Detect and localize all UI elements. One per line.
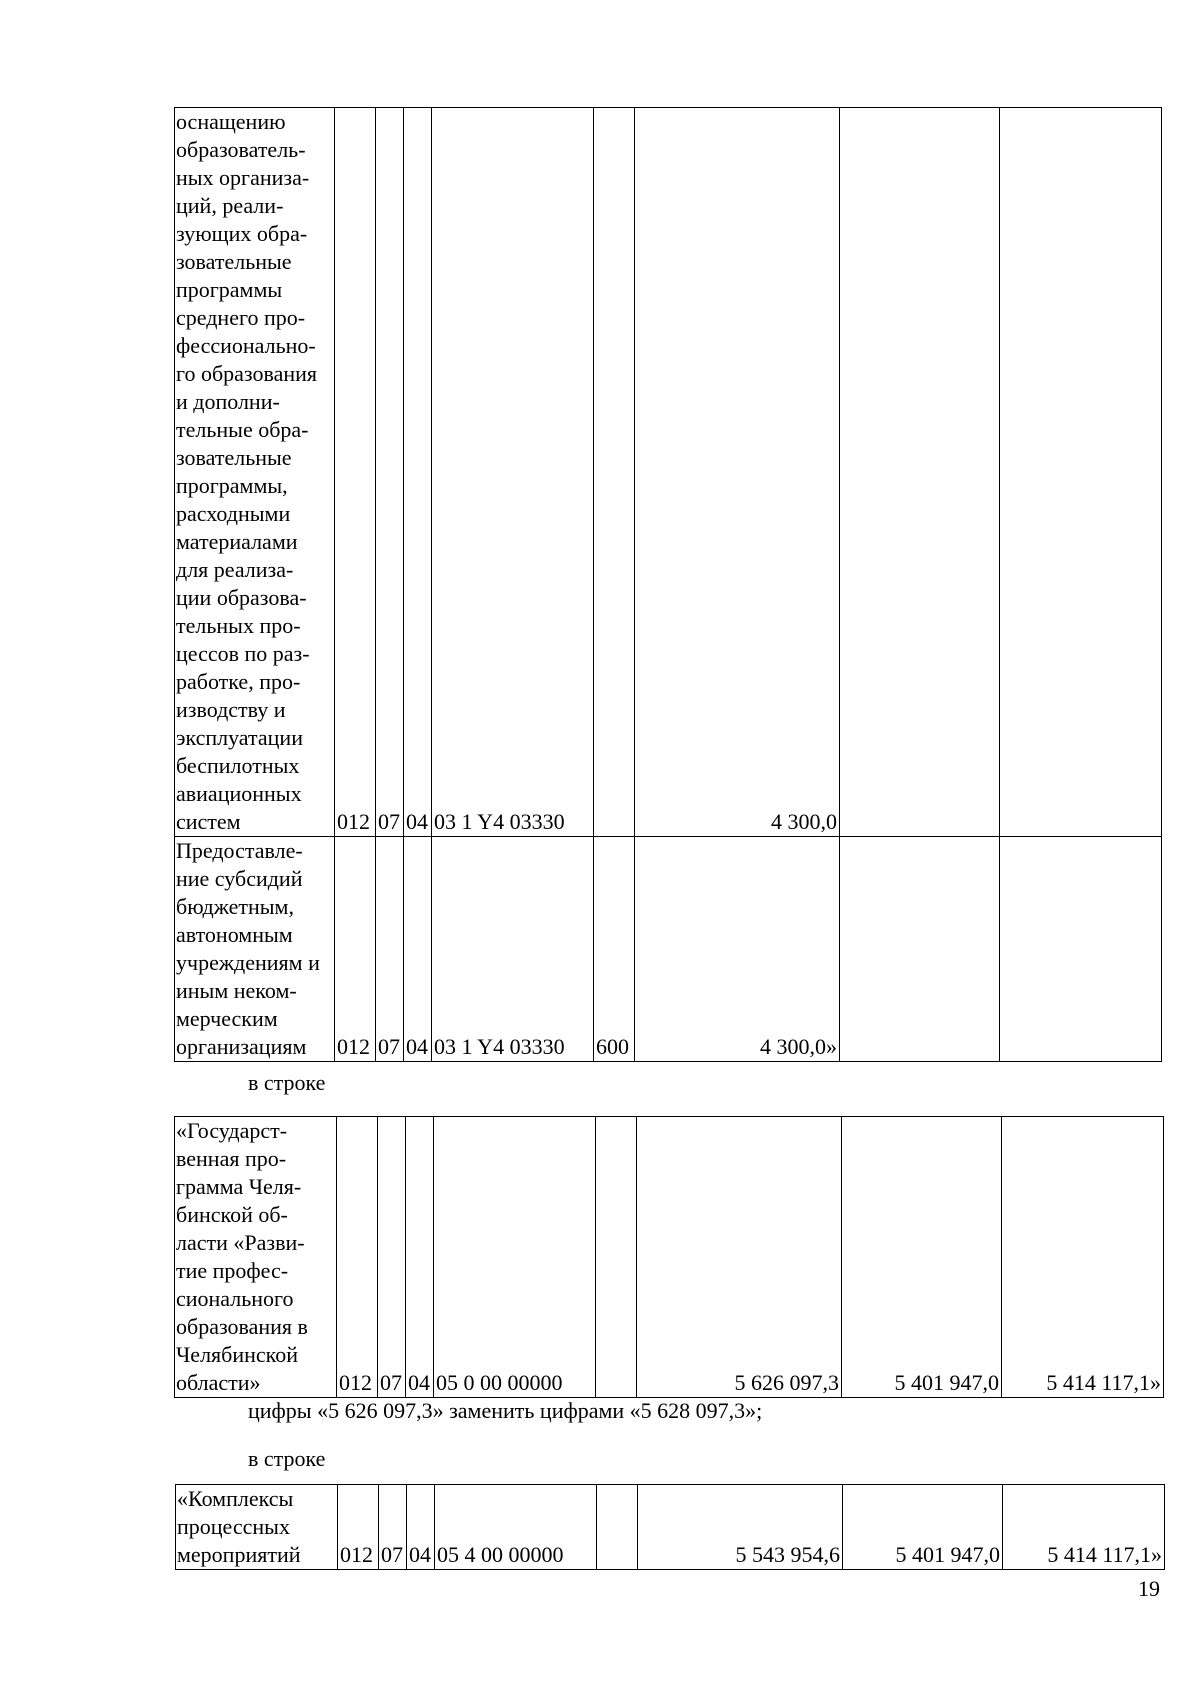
sum-year3-cell (1000, 837, 1162, 1062)
admin-code-cell: 012 (335, 837, 376, 1062)
target-code-cell: 03 1 Y4 03330 (432, 837, 594, 1062)
target-code-cell: 03 1 Y4 03330 (432, 108, 594, 837)
target-code-cell: 05 4 00 00000 (435, 1485, 597, 1570)
budget-table-3 (175, 1484, 1165, 1570)
expense-type-cell (597, 1485, 638, 1570)
budget-table-1 (174, 107, 1162, 1062)
sum-year1-cell: 5 626 097,3 (637, 1117, 842, 1398)
row-name-cell: оснащению образователь- ных организа- ций, реали- зующих обра- зовательные программы среднего про- фессионально- го образования и дополни- тельные обра- зовательные программы, расходными материалами для реализа- ции образова- тельных про- цессов по раз- работке, про- изводству и эксплуатации беспилотных авиационных систем (175, 108, 335, 837)
table-row (175, 837, 1162, 1062)
sum-year1-cell: 4 300,0 (635, 108, 840, 837)
expense-type-cell (596, 1117, 637, 1398)
sum-year2-cell: 5 401 947,0 (843, 1485, 1003, 1570)
section-code-cell: 07 (378, 1117, 406, 1398)
sum-year3-cell: 5 414 117,1» (1002, 1117, 1164, 1398)
sum-year1-cell: 4 300,0» (635, 837, 840, 1062)
expense-type-cell (594, 108, 635, 837)
sum-year1-cell: 5 543 954,6 (638, 1485, 843, 1570)
admin-code-cell: 012 (335, 108, 376, 837)
budget-table-2 (174, 1116, 1164, 1398)
subsection-code-cell: 04 (404, 837, 432, 1062)
row-name-cell: Предоставле- ние субсидий бюджетным, автономным учреждениям и иным неком- мерческим организациям (175, 837, 335, 1062)
table-row (175, 108, 1162, 837)
sum-year2-cell (840, 108, 1000, 837)
section-code-cell: 07 (376, 837, 404, 1062)
instruction-text: в строке (248, 1446, 326, 1471)
expense-type-cell: 600 (594, 837, 635, 1062)
sum-year2-cell (840, 837, 1000, 1062)
table-row (176, 1485, 1165, 1570)
table-row (175, 1117, 1164, 1398)
admin-code-cell: 012 (338, 1485, 379, 1570)
subsection-code-cell: 04 (407, 1485, 435, 1570)
sum-year3-cell: 5 414 117,1» (1003, 1485, 1165, 1570)
subsection-code-cell: 04 (404, 108, 432, 837)
instruction-text: в строке (248, 1070, 326, 1095)
admin-code-cell: 012 (337, 1117, 378, 1398)
sum-year2-cell: 5 401 947,0 (842, 1117, 1002, 1398)
section-code-cell: 07 (376, 108, 404, 837)
subsection-code-cell: 04 (406, 1117, 434, 1398)
page-number: 19 (1138, 1576, 1160, 1601)
sum-year3-cell (1000, 108, 1162, 837)
target-code-cell: 05 0 00 00000 (434, 1117, 596, 1398)
row-name-cell: «Государст- венная про- грамма Челя- бинской об- ласти «Разви- тие профес- сионального образования в Челябинской области» (175, 1117, 337, 1398)
section-code-cell: 07 (379, 1485, 407, 1570)
instruction-text: цифры «5 626 097,3» заменить цифрами «5 628 097,3»; (248, 1398, 763, 1423)
row-name-cell: «Комплексы процессных мероприятий (176, 1485, 338, 1570)
